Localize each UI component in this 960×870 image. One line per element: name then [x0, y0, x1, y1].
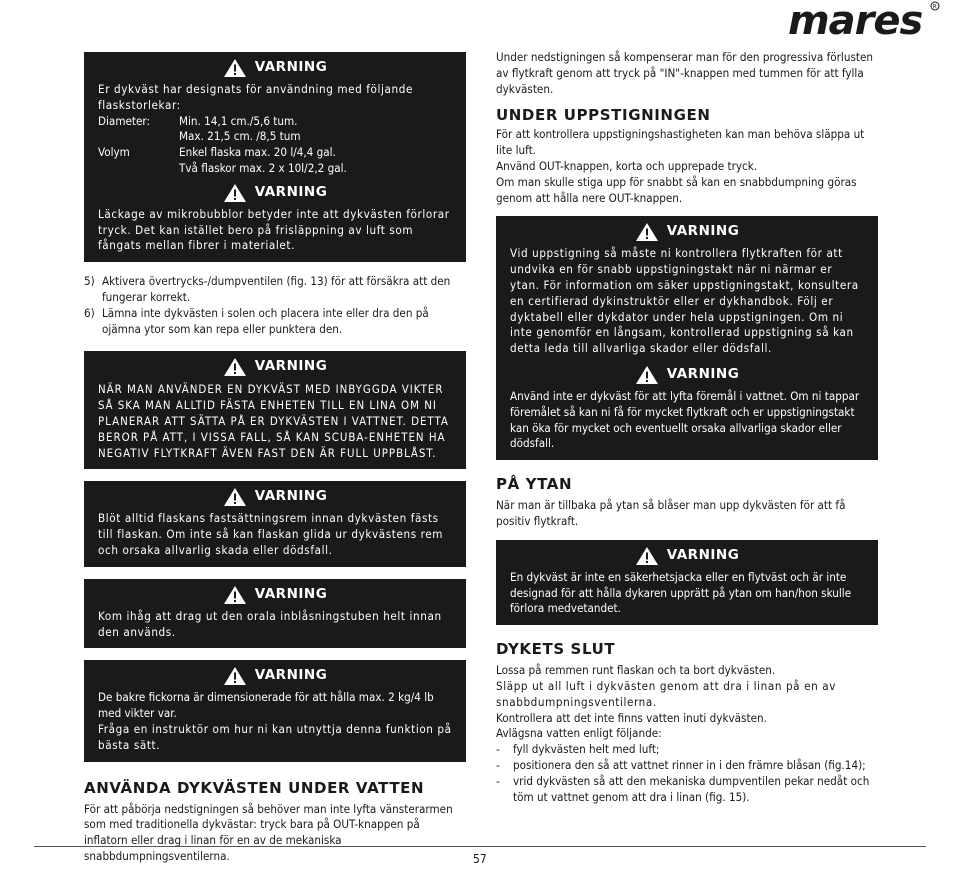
pockets-warning-line1: De bakre fickorna är dimensionerade för att hålla max. 2 kg/4 lb med vikter var. — [98, 690, 434, 721]
surface-warning-text: En dykväst är inte en säkerhetsjacka eller en flytväst och är inte designad för att hålla dykaren upprätt på ytan om han/hon skulle förlora medvetandet. — [510, 569, 852, 616]
end-item-text: vrid dykvästen så att den mekaniska dumpventilen pekar nedåt och töm ut vattnet genom att dra i linan (fig. 15). — [513, 773, 870, 804]
warning-header — [98, 357, 452, 377]
list-item — [84, 274, 466, 306]
ascent-warning-text: Vid uppstigning så måste ni kontrollera flytkraften för att undvika en för snabb uppstigningstakt när ni närmar er ytan. För information om säker uppstigningstakt, konsultera en certifierad dykinstruktör eller er dykhandbok. Följ er dyktabell eller dykdator under hela uppstigningen. Om ni inte genomför en långsam, kontrollerad uppstigning så kan detta leda till allvarliga skador eller dödsfall. — [510, 246, 859, 356]
left-column — [84, 52, 466, 865]
spec-value: Enkel flaska max. 20 l/4,4 gal. — [179, 145, 336, 160]
warning-box-strap — [84, 481, 466, 566]
surface-text: När man är tillbaka på ytan så blåser man upp dykvästen för att få positiv flytkraft. — [496, 498, 846, 528]
warning-header — [98, 58, 452, 78]
end-line: Lossa på remmen runt flaskan och ta bort dykvästen. — [496, 663, 776, 678]
strap-warning-text: Blöt alltid flaskans fastsättningsrem innan dykvästen fästs till flaskan. Om inte så kan flaskan glida ur dykvästens rem och orsaka allvarlig skada eller dödsfall. — [98, 511, 444, 557]
steps-list — [84, 274, 466, 337]
footer-rule — [34, 846, 926, 847]
list-item: - vrid dykvästen så att den mekaniska dumpventilen pekar nedåt och töm ut vattnet genom att dra i linan (fig. 15). — [496, 774, 878, 806]
dive-end-section — [496, 639, 878, 805]
warning-label: VARNING — [666, 546, 740, 563]
warning-triangle-icon — [223, 183, 247, 203]
end-line: Släpp ut all luft i dykvästen genom att dra i linan på en av snabbdumpningsventilerna. — [496, 678, 836, 709]
spec-label: Diameter: — [98, 113, 151, 128]
warning-box-oral-tube — [84, 579, 466, 649]
warning-box-tank-sizes — [84, 52, 466, 262]
warning-label: VARNING — [254, 667, 328, 684]
pockets-warning-line2: Fråga en instruktör om hur ni kan utnyttja denna funktion på bästa sätt. — [98, 721, 452, 752]
list-item — [84, 306, 466, 338]
warning-box-weights — [84, 351, 466, 469]
warning-label: VARNING — [666, 366, 740, 383]
warning-label: VARNING — [666, 223, 740, 240]
end-item-text: positionera den så att vattnet rinner in i den främre blåsan (fig.14); — [513, 757, 866, 772]
end-item-text: fyll dykvästen helt med luft; — [513, 742, 660, 757]
warning-header — [510, 546, 864, 566]
step-text: Lämna inte dykvästen i solen och placera inte eller dra den på ojämna ytor som kan repa eller punktera den. — [102, 305, 429, 336]
svg-text:mares: mares — [788, 0, 923, 40]
spec-label — [98, 129, 179, 145]
section-heading: ANVÄNDA DYKVÄSTEN UNDER VATTEN — [84, 778, 425, 797]
oral-tube-warning-text: Kom ihåg att drag ut den orala inblåsningstuben helt innan den används. — [98, 608, 442, 639]
mares-logo — [788, 0, 940, 40]
spec-value: Två flaskor max. 2 x 10l/2,2 gal. — [179, 160, 347, 175]
warning-triangle-icon — [635, 365, 659, 385]
warning-triangle-icon — [223, 585, 247, 605]
end-line: Kontrollera att det inte finns vatten inuti dykvästen. — [496, 710, 767, 725]
spec-value: Min. 14,1 cm./5,6 tum. — [179, 113, 298, 128]
warning-triangle-icon — [635, 222, 659, 242]
warning-box-pockets — [84, 660, 466, 761]
warning-header — [510, 365, 864, 385]
tank-spec-table — [98, 114, 452, 177]
warning-triangle-icon — [223, 666, 247, 686]
section-text: För att påbörja nedstigningen så behöver man inte lyfta vänsterarmen som med traditionella dykvästar: tryck bara på OUT-knappen på inflatorn eller drag i linan för en av de mekaniska snabbdumpningsventilerna. — [84, 801, 453, 863]
spec-label: Volym — [98, 145, 130, 160]
warning-label: VARNING — [254, 59, 328, 76]
underwater-section — [84, 778, 466, 865]
microbubble-text: Läckage av mikrobubblor betyder inte att dykvästen förlorar tryck. Det kan istället bero på frisläppning av luft som fångats mellan fibrer i materialet. — [98, 206, 450, 253]
ascent-section — [496, 105, 878, 206]
warning-label: VARNING — [254, 585, 328, 602]
ascent-line: Om man skulle stiga upp för snabbt så kan en snabbdumpning göras genom att hålla nere OUT-knappen. — [496, 174, 857, 205]
warning-triangle-icon — [223, 357, 247, 377]
warning-header — [98, 487, 452, 507]
warning-header — [98, 183, 452, 203]
warning-header — [510, 222, 864, 242]
lift-warning-text: Använd inte er dykväst för att lyfta föremål i vattnet. Om ni tappar föremålet så kan ni få för mycket flytkraft och er uppstigningstakt kan öka för mycket och eventuellt orsaka allvarliga skador eller dödsfall. — [510, 388, 860, 451]
step-number: 6) — [84, 305, 95, 320]
descent-intro — [496, 50, 878, 97]
ascent-line: För att kontrollera uppstigningshastigheten kan man behöva släppa ut lite luft. — [496, 127, 865, 158]
warning-triangle-icon — [223, 58, 247, 78]
end-line: Avlägsna vatten enligt följande: — [496, 726, 662, 741]
step-number: 5) — [84, 274, 95, 289]
warning-label: VARNING — [254, 183, 328, 200]
warning-header — [98, 585, 452, 605]
spec-value: Max. 21,5 cm. /8,5 tum — [179, 129, 301, 144]
section-heading: PÅ YTAN — [496, 475, 573, 494]
warning-label: VARNING — [254, 488, 328, 505]
surface-section — [496, 474, 878, 530]
step-text: Aktivera övertrycks-/dumpventilen (fig. 13) för att försäkra att den fungerar korrekt. — [102, 274, 451, 304]
descent-text: Under nedstigningen så kompenserar man för den progressiva förlusten av flytkraft genom att tryck på "IN"-knappen med tummen för att fylla dykvästen. — [496, 50, 874, 96]
section-heading: DYKETS SLUT — [496, 640, 616, 659]
warning-header — [98, 666, 452, 686]
svg-text:R: R — [932, 3, 937, 11]
warning-box-surface — [496, 540, 878, 625]
tank-intro: Er dykväst har designats för användning med följande flaskstorlekar: — [98, 82, 413, 112]
weights-warning-text: NÄR MAN ANVÄNDER EN DYKVÄST MED INBYGGDA VIKTER SÅ SKA MAN ALLTID FÄSTA ENHETEN TILL EN LINA OM NI PLANERAR ATT SÄTTA PÅ ER DYKVÄSTEN I VATTNET. DETTA BEROR PÅ ATT, I VISSA FALL, SÅ KAN SCUBA-ENHETEN HA NEGATIV FLYTKRAFT ÄVEN FAST DEN ÄR FULL UPPBLÅST. — [98, 382, 449, 461]
page-number: 57 — [473, 852, 487, 866]
spec-label — [98, 161, 179, 177]
warning-triangle-icon — [635, 546, 659, 566]
warning-triangle-icon — [223, 487, 247, 507]
list-item: - positionera den så att vattnet rinner in i den främre blåsan (fig.14); — [496, 757, 866, 772]
warning-label: VARNING — [254, 358, 328, 375]
warning-box-ascent — [496, 216, 878, 460]
list-item: - fyll dykvästen helt med luft; — [496, 742, 660, 757]
ascent-line: Använd OUT-knappen, korta och upprepade tryck. — [496, 158, 758, 173]
section-heading: UNDER UPPSTIGNINGEN — [496, 106, 711, 125]
right-column — [496, 50, 878, 805]
